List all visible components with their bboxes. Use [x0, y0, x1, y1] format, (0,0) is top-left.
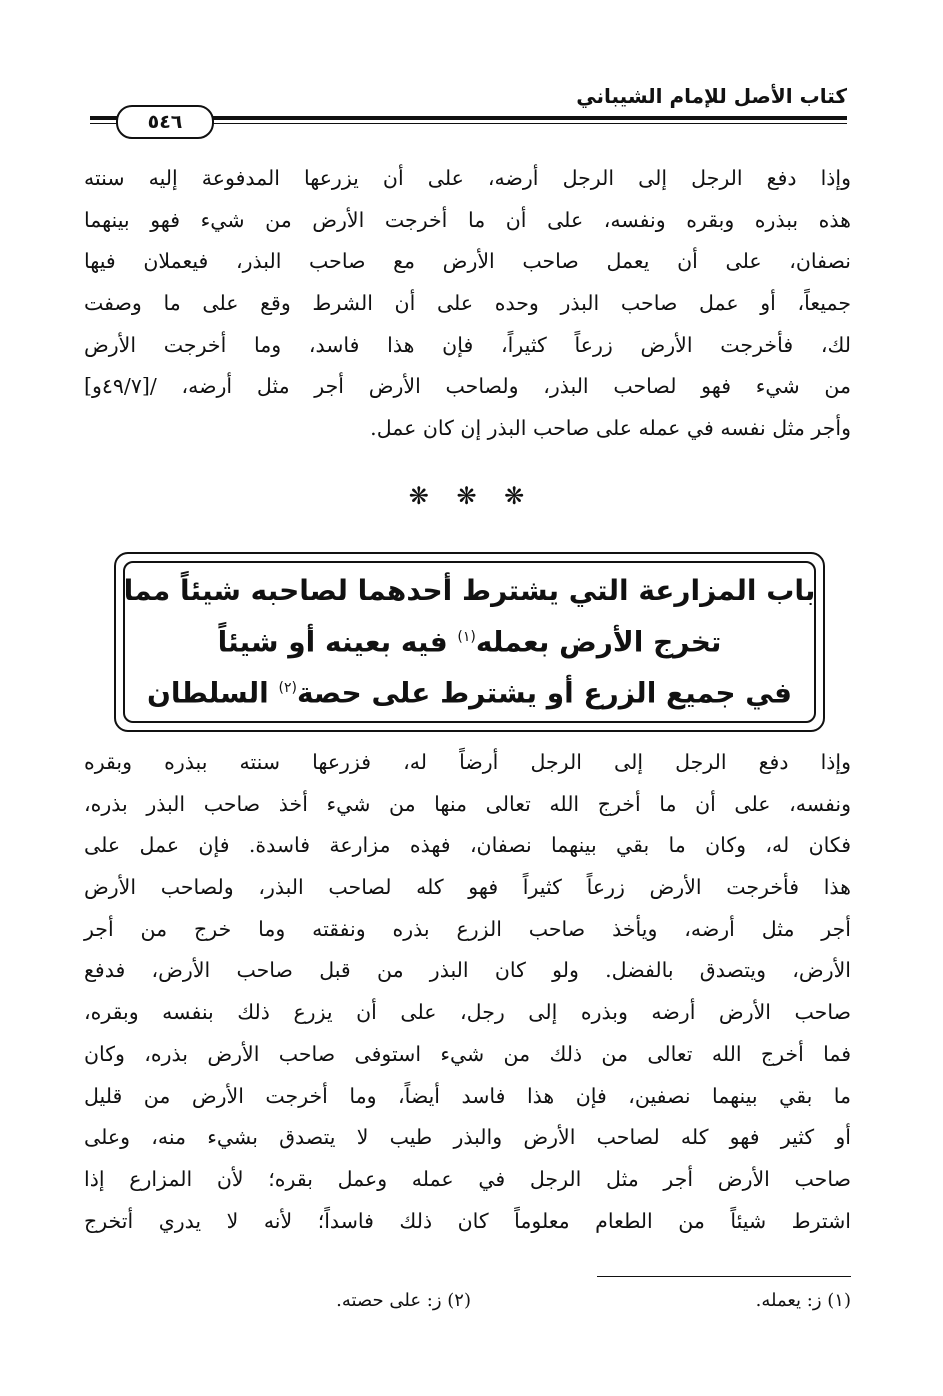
text-line: هذا فأخرجت الأرض زرعاً كثيراً فهو كله لصاحب البذر، ولصاحب الأرض [84, 875, 851, 900]
section-separator: ❋ ❋ ❋ [408, 482, 535, 510]
footnote-2: (٢) ز: على حصته. [336, 1290, 471, 1311]
text-line: وأجر مثل نفسه في عمله على صاحب البذر إن كان عمل. [370, 416, 851, 441]
paragraph-2 [84, 742, 851, 1242]
text-line: صاحب الأرض أجر مثل الرجل في عمله وعمل بقره؛ لأن المزارع إذا [84, 1166, 851, 1191]
paragraph-1 [84, 158, 851, 450]
text-line: نصفان، على أن يعمل صاحب الأرض مع صاحب البذر، فيعملان فيها [84, 249, 851, 274]
text-line: هذه ببذره وبقره ونفسه، على أن ما أخرجت الأرض من شيء فهو بينهما [84, 207, 851, 232]
text-line: الأرض، ويتصدق بالفضل. ولو كان البذر من قبل صاحب الأرض، فدفع [84, 958, 851, 983]
text-line: أجر مثل أرضه، ويأخذ صاحب الزرع بذره ونفقته وما خرج من أجر [84, 916, 851, 941]
running-header [90, 78, 847, 138]
chapter-title-text: في جميع الزرع أو يشترط على حصة [296, 676, 792, 710]
text-line: صاحب الأرض أرضه وبذره إلى رجل، على أن يزرع ذلك بنفسه وبقره، [84, 1000, 851, 1025]
footnote-ref-2: (٢) [278, 680, 297, 697]
text-line: وإذا دفع الرجل إلى الرجل أرضاً له، فزرعها سنته ببذره وبقره [84, 750, 851, 774]
footnote-rule [597, 1276, 851, 1277]
text-line: أو كثير فهو كله لصاحب الأرض والبذر طيب لا يتصدق بشيء منه، وعلى [84, 1125, 851, 1150]
text-line: جميعاً، أو عمل صاحب البذر وحده على أن الشرط وقع على ما وصفت [84, 291, 851, 316]
chapter-title-line [116, 665, 823, 716]
chapter-title [116, 568, 823, 717]
text-line: لك، فأخرجت الأرض زرعاً كثيراً، فإن هذا فاسد، وما أخرجت الأرض [84, 332, 851, 357]
footnote-1: (١) ز: يعمله. [755, 1290, 851, 1311]
chapter-title-text: فيه بعينه أو شيئاً [217, 625, 458, 659]
page-number: ٥٤٦ [116, 105, 214, 139]
chapter-title-text: السلطان [147, 676, 279, 710]
book-title: كتاب الأصل للإمام الشيباني [576, 84, 847, 108]
chapter-title-text: تخرج الأرض بعمله [475, 625, 722, 659]
text-line: اشترط شيئاً من الطعام معلوماً كان ذلك فاسداً؛ لأنه لا يدري أتخرج [84, 1208, 851, 1233]
text-line: ونفسه، على أن ما أخرج الله تعالى منها من شيء أخذ صاحب البذر بذره، [84, 791, 851, 816]
chapter-title-line [116, 614, 823, 665]
text-line: فكان له، وكان ما بقي بينهما نصفان، فهذه مزارعة فاسدة. فإن عمل على [84, 833, 851, 858]
chapter-title-line: باب المزارعة التي يشترط أحدهما لصاحبه شيئاً مما [123, 574, 816, 607]
text-line: فما أخرج الله تعالى من ذلك من شيء استوفى صاحب الأرض بذره، وكان [84, 1041, 851, 1066]
chapter-frame [114, 552, 825, 732]
text-line: ما بقي بينهما نصفين، فإن هذا فاسد أيضاً، وما أخرجت الأرض من قليل [84, 1083, 851, 1108]
text-line: من شيء فهو لصاحب البذر، ولصاحب الأرض أجر مثل أرضه، /[٤٩/٧و] [84, 374, 851, 399]
text-line: وإذا دفع الرجل إلى الرجل أرضه، على أن يزرعها المدفوعة إليه سنته [84, 166, 851, 190]
footnote-ref-1: (١) [457, 629, 476, 645]
